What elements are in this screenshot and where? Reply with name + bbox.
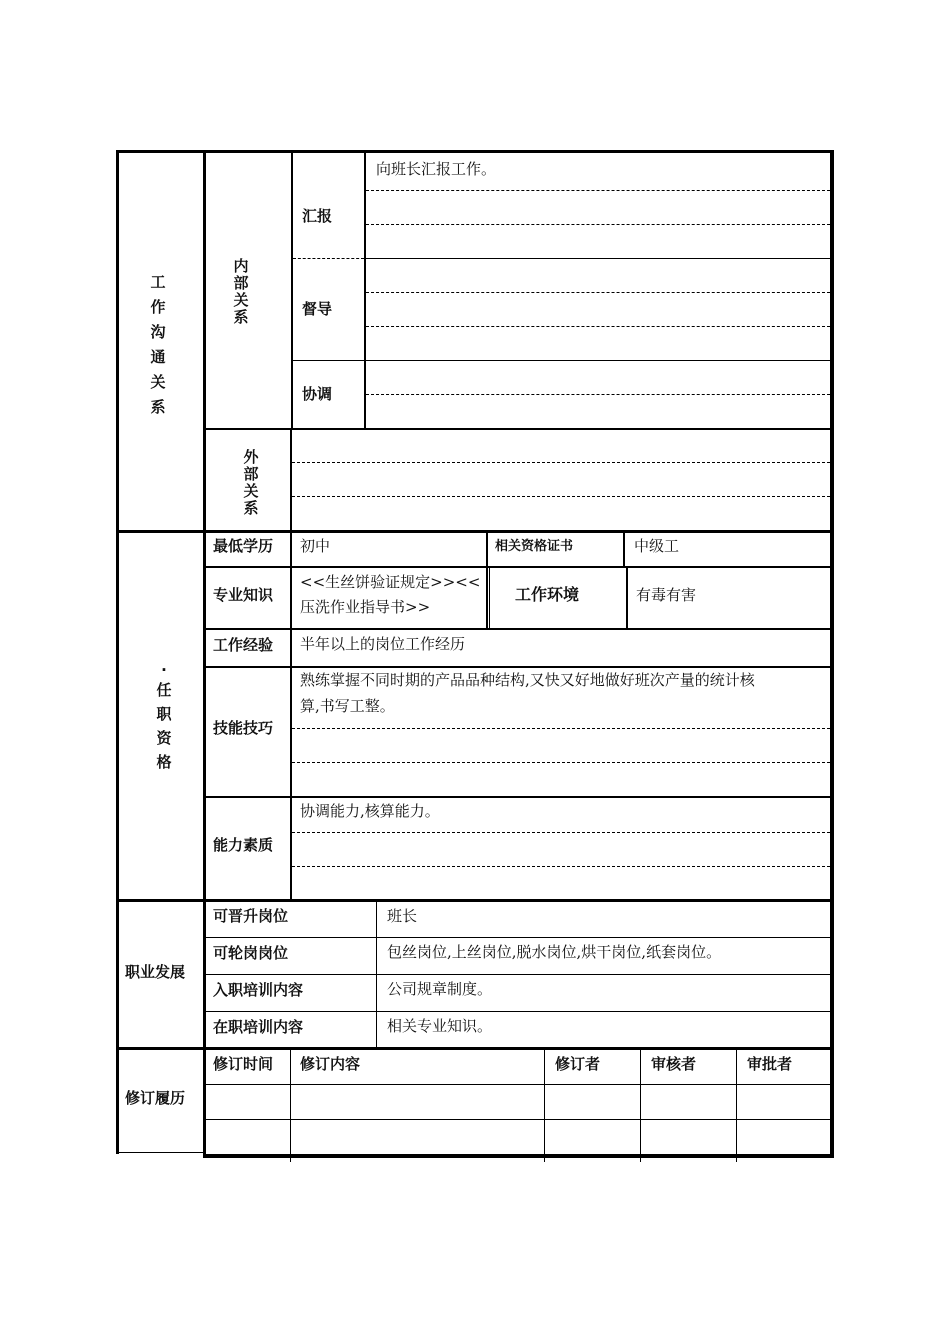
ability-value: 协调能力,核算能力。 [300, 802, 440, 820]
sep-comm-qual [116, 530, 832, 533]
edu-label: 最低学历 [213, 537, 274, 555]
supervise-label: 督导 [302, 300, 333, 318]
ability-line-2 [292, 866, 830, 867]
qual-row1-bottom [204, 566, 832, 568]
external-label: 外部关系 [243, 448, 259, 517]
rotate-value: 包丝岗位,上丝岗位,脱水岗位,烘干岗位,纸套岗位。 [387, 943, 722, 961]
coordinate-label: 协调 [302, 385, 333, 403]
rev-header-reviewer: 审核者 [651, 1055, 697, 1073]
cert-value: 中级工 [634, 537, 680, 555]
qual-row4-bottom [204, 796, 832, 798]
col-category-right [364, 153, 366, 429]
rotate-label: 可轮岗岗位 [213, 944, 289, 962]
career-row3-bottom [204, 1011, 832, 1012]
edu-value: 初中 [300, 537, 331, 555]
promote-label: 可晋升岗位 [213, 907, 289, 925]
sep-qual-career [116, 899, 832, 902]
qual-section-label: .任职资格 [156, 657, 172, 771]
rev-header-approver: 审批者 [747, 1055, 793, 1073]
frame-left [116, 150, 119, 1154]
exp-value: 半年以上的岗位工作经历 [300, 635, 466, 653]
frame-bottom-left [116, 1152, 206, 1153]
knowledge-value-2: 压洗作业指导书>> [300, 598, 431, 616]
internal-external-sep [204, 428, 832, 430]
career-col [376, 902, 377, 1048]
frame-top [116, 150, 834, 153]
revision-section-label: 修订履历 [125, 1089, 186, 1107]
env-col-left [489, 568, 490, 629]
report-bottom [366, 258, 832, 259]
rev-col-4 [736, 1050, 737, 1162]
skill-line-1 [292, 728, 830, 729]
exp-label: 工作经验 [213, 636, 274, 654]
career-row2-bottom [204, 974, 832, 975]
frame-right [830, 150, 834, 1158]
qual-row2-bottom [204, 628, 832, 630]
cert-col-right [623, 533, 625, 567]
onjob-value: 相关专业知识。 [387, 1017, 493, 1035]
skill-line-2 [292, 762, 830, 763]
career-row1-bottom [204, 937, 832, 938]
report-text: 向班长汇报工作。 [376, 160, 497, 178]
supervise-bottom [293, 360, 832, 361]
report-line-2 [366, 224, 830, 225]
supervise-line-2 [366, 326, 830, 327]
col-internal-right [291, 153, 293, 429]
coordinate-line-1 [366, 394, 830, 395]
external-line-2 [292, 496, 830, 497]
ability-line-1 [292, 832, 830, 833]
onjob-label: 在职培训内容 [213, 1018, 304, 1036]
env-value: 有毒有害 [636, 586, 697, 604]
frame-bottom [204, 1154, 834, 1158]
rev-row1-bottom [204, 1084, 832, 1085]
env-col-right [626, 568, 628, 629]
skill-label: 技能技巧 [213, 719, 274, 737]
rev-header-content: 修订内容 [300, 1055, 361, 1073]
rev-col-1 [290, 1050, 291, 1162]
col-external-right [290, 430, 292, 530]
external-line-1 [292, 462, 830, 463]
rev-header-reviser: 修订者 [555, 1055, 601, 1073]
report-label-bottom [293, 258, 364, 259]
knowledge-label: 专业知识 [213, 586, 274, 604]
report-label: 汇报 [302, 207, 333, 225]
ability-label: 能力素质 [213, 836, 274, 854]
onboard-value: 公司规章制度。 [387, 980, 493, 998]
skill-value-2: 算,书写工整。 [300, 697, 395, 715]
col-section-right [203, 150, 206, 1158]
rev-header-time: 修订时间 [213, 1055, 274, 1073]
cert-label: 相关资格证书 [495, 539, 574, 554]
supervise-line-1 [366, 292, 830, 293]
env-label: 工作环境 [515, 585, 580, 604]
career-section-label: 职业发展 [125, 963, 186, 981]
internal-label: 内部关系 [233, 257, 249, 326]
rev-row2-bottom [204, 1119, 832, 1120]
comm-section-label: 工作沟通关系 [150, 273, 166, 416]
skill-value-1: 熟练掌握不同时期的产品品种结构,又快又好地做好班次产量的统计核 [300, 671, 755, 689]
sep-career-rev [116, 1047, 832, 1050]
report-line-1 [366, 190, 830, 191]
rev-col-3 [640, 1050, 641, 1162]
edu-col [290, 533, 292, 900]
promote-value: 班长 [387, 907, 418, 925]
onboard-label: 入职培训内容 [213, 981, 304, 999]
rev-col-2 [544, 1050, 545, 1162]
cert-col-left [486, 533, 488, 629]
knowledge-value-1: <<生丝饼验证规定>><< [300, 573, 481, 591]
